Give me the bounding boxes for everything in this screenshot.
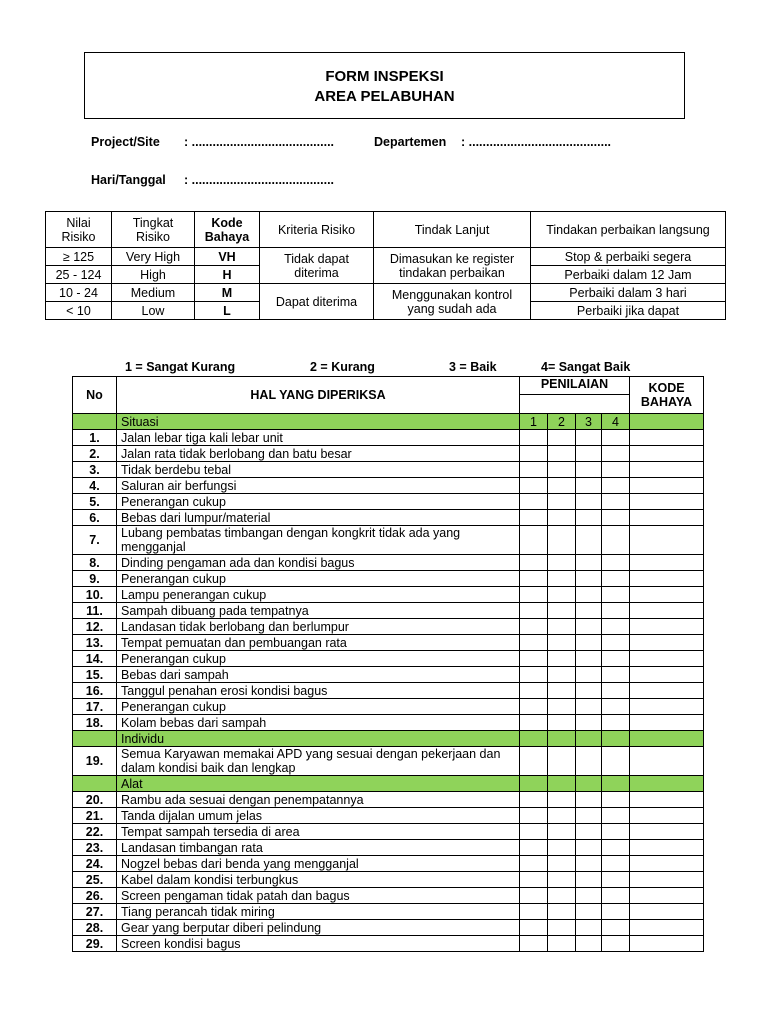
item-number: 6. (73, 510, 117, 526)
checklist-row (73, 510, 704, 526)
score-cell-3[interactable] (576, 635, 602, 651)
score-cell-4[interactable] (602, 555, 630, 571)
checklist-row (73, 667, 704, 683)
risk-header-kriteria: Kriteria Risiko (260, 212, 374, 248)
score-cell-1[interactable] (520, 747, 548, 776)
score-cell-4[interactable] (602, 904, 630, 920)
score-cell-4[interactable] (602, 462, 630, 478)
legend-score-4: 4= Sangat Baik (541, 360, 631, 374)
score-cell-2[interactable] (548, 888, 576, 904)
score-cell-2[interactable] (548, 571, 576, 587)
item-number: 20. (73, 792, 117, 808)
score-cell-4[interactable] (602, 494, 630, 510)
score-cell-2[interactable] (548, 824, 576, 840)
score-cell-1[interactable] (520, 856, 548, 872)
score-cell-2[interactable] (548, 635, 576, 651)
checklist-row (73, 792, 704, 808)
item-text: Jalan rata tidak berlobang dan batu besar (117, 446, 520, 462)
item-number: 29. (73, 936, 117, 952)
score-cell-1[interactable] (520, 808, 548, 824)
score-cell-1[interactable] (520, 840, 548, 856)
item-number: 7. (73, 526, 117, 555)
score-cell-1[interactable] (520, 936, 548, 952)
kode-bahaya-cell[interactable] (630, 747, 704, 776)
score-cell-2[interactable] (548, 683, 576, 699)
score-cell-1[interactable] (520, 478, 548, 494)
checklist-row (73, 462, 704, 478)
score-cell-4[interactable] (602, 856, 630, 872)
score-cell-1[interactable] (520, 920, 548, 936)
risk-header-nilai: Nilai Risiko (46, 212, 112, 248)
checklist-row (73, 888, 704, 904)
col-header-no: No (73, 377, 117, 414)
kode-bahaya-cell[interactable] (630, 792, 704, 808)
legend-score-3: 3 = Baik (449, 360, 497, 374)
score-cell-2[interactable] (548, 510, 576, 526)
score-cell-3[interactable] (576, 667, 602, 683)
item-text: Nogzel bebas dari benda yang mengganjal (117, 856, 520, 872)
score-cell-1[interactable] (520, 587, 548, 603)
score-cell-4[interactable] (602, 715, 630, 731)
item-text: Penerangan cukup (117, 699, 520, 715)
checklist-row (73, 555, 704, 571)
checklist-row (73, 494, 704, 510)
score-cell-3[interactable] (576, 571, 602, 587)
kode-bahaya-cell[interactable] (630, 824, 704, 840)
kode-bahaya-cell[interactable] (630, 635, 704, 651)
risk-nilai: < 10 (46, 302, 112, 320)
score-cell-4[interactable] (602, 619, 630, 635)
item-text: Rambu ada sesuai dengan penempatannya (117, 792, 520, 808)
item-number: 24. (73, 856, 117, 872)
score-cell-4[interactable] (602, 667, 630, 683)
score-cell-1[interactable] (520, 888, 548, 904)
item-text: Kolam bebas dari sampah (117, 715, 520, 731)
risk-nilai: ≥ 125 (46, 248, 112, 266)
risk-tindak-lanjut: Menggunakan kontrol yang sudah ada (374, 284, 531, 320)
score-cell-4[interactable] (602, 635, 630, 651)
score-cell-2[interactable] (548, 792, 576, 808)
risk-tingkat: Low (112, 302, 195, 320)
score-cell-4[interactable] (602, 430, 630, 446)
risk-header-kode: Kode Bahaya (195, 212, 260, 248)
score-cell-3[interactable] (576, 446, 602, 462)
item-number: 28. (73, 920, 117, 936)
section-name: Individu (117, 731, 520, 747)
risk-kriteria: Dapat diterima (260, 284, 374, 320)
score-cell-2[interactable] (548, 920, 576, 936)
checklist-row (73, 920, 704, 936)
checklist-row (73, 651, 704, 667)
kode-bahaya-cell[interactable] (630, 478, 704, 494)
score-cell-1[interactable] (520, 824, 548, 840)
score-cell-1[interactable] (520, 571, 548, 587)
risk-perbaikan: Perbaiki dalam 12 Jam (531, 266, 726, 284)
item-number: 21. (73, 808, 117, 824)
score-cell-2[interactable] (548, 555, 576, 571)
risk-header-tindak-lanjut: Tindak Lanjut (374, 212, 531, 248)
kode-bahaya-cell[interactable] (630, 603, 704, 619)
risk-kriteria: Tidak dapat diterima (260, 248, 374, 284)
kode-bahaya-cell[interactable] (630, 430, 704, 446)
score-cell-3[interactable] (576, 555, 602, 571)
score-cell-1[interactable] (520, 872, 548, 888)
kode-bahaya-cell[interactable] (630, 667, 704, 683)
score-cell-4[interactable] (602, 920, 630, 936)
score-header-3: 3 (576, 414, 602, 430)
score-cell-3[interactable] (576, 747, 602, 776)
score-cell-4[interactable] (602, 651, 630, 667)
checklist-row (73, 715, 704, 731)
item-number: 13. (73, 635, 117, 651)
item-number: 17. (73, 699, 117, 715)
risk-tindak-lanjut: Dimasukan ke register tindakan perbaikan (374, 248, 531, 284)
kode-bahaya-cell[interactable] (630, 904, 704, 920)
score-cell-3[interactable] (576, 872, 602, 888)
risk-nilai: 10 - 24 (46, 284, 112, 302)
item-text: Tiang perancah tidak miring (117, 904, 520, 920)
inspection-checklist-table (72, 376, 704, 952)
item-text: Tidak berdebu tebal (117, 462, 520, 478)
score-cell-1[interactable] (520, 667, 548, 683)
checklist-row (73, 478, 704, 494)
checklist-row (73, 571, 704, 587)
score-cell-2[interactable] (548, 856, 576, 872)
item-number: 27. (73, 904, 117, 920)
score-cell-3[interactable] (576, 936, 602, 952)
score-cell-1[interactable] (520, 510, 548, 526)
item-text: Bebas dari sampah (117, 667, 520, 683)
score-cell-3[interactable] (576, 683, 602, 699)
score-cell-4[interactable] (602, 526, 630, 555)
item-number: 26. (73, 888, 117, 904)
item-number: 2. (73, 446, 117, 462)
risk-header-perbaikan: Tindakan perbaikan langsung (531, 212, 726, 248)
score-cell-4[interactable] (602, 603, 630, 619)
risk-perbaikan: Perbaiki jika dapat (531, 302, 726, 320)
item-text: Screen pengaman tidak patah dan bagus (117, 888, 520, 904)
score-cell-1[interactable] (520, 446, 548, 462)
score-cell-2[interactable] (548, 715, 576, 731)
score-cell-3[interactable] (576, 888, 602, 904)
checklist-row (73, 936, 704, 952)
score-cell-2[interactable] (548, 619, 576, 635)
checklist-row (73, 446, 704, 462)
score-cell-1[interactable] (520, 715, 548, 731)
kode-bahaya-cell[interactable] (630, 699, 704, 715)
checklist-row (73, 603, 704, 619)
item-number: 12. (73, 619, 117, 635)
score-cell-1[interactable] (520, 635, 548, 651)
risk-tingkat: Medium (112, 284, 195, 302)
legend-score-1: 1 = Sangat Kurang (125, 360, 236, 374)
score-header-2: 2 (548, 414, 576, 430)
kode-bahaya-cell[interactable] (630, 462, 704, 478)
checklist-row (73, 587, 704, 603)
score-cell-2[interactable] (548, 494, 576, 510)
item-number: 4. (73, 478, 117, 494)
item-number: 19. (73, 747, 117, 776)
risk-kode: H (195, 266, 260, 284)
section-name: Alat (117, 776, 520, 792)
score-cell-4[interactable] (602, 478, 630, 494)
score-cell-2[interactable] (548, 651, 576, 667)
score-cell-2[interactable] (548, 936, 576, 952)
score-cell-1[interactable] (520, 904, 548, 920)
kode-bahaya-cell[interactable] (630, 651, 704, 667)
kode-bahaya-cell[interactable] (630, 888, 704, 904)
kode-bahaya-cell[interactable] (630, 715, 704, 731)
score-cell-2[interactable] (548, 699, 576, 715)
score-cell-2[interactable] (548, 462, 576, 478)
item-text: Penerangan cukup (117, 571, 520, 587)
checklist-row (73, 824, 704, 840)
hari-tanggal-label: Hari/Tanggal (91, 173, 166, 187)
item-text: Lampu penerangan cukup (117, 587, 520, 603)
checklist-row (73, 430, 704, 446)
kode-bahaya-cell[interactable] (630, 840, 704, 856)
score-cell-1[interactable] (520, 526, 548, 555)
score-cell-3[interactable] (576, 510, 602, 526)
score-cell-4[interactable] (602, 824, 630, 840)
item-text: Kabel dalam kondisi terbungkus (117, 872, 520, 888)
score-header-1: 1 (520, 414, 548, 430)
score-cell-1[interactable] (520, 651, 548, 667)
legend-score-2: 2 = Kurang (310, 360, 375, 374)
score-cell-4[interactable] (602, 872, 630, 888)
item-number: 11. (73, 603, 117, 619)
checklist-row (73, 635, 704, 651)
score-cell-3[interactable] (576, 904, 602, 920)
score-cell-1[interactable] (520, 555, 548, 571)
score-cell-4[interactable] (602, 571, 630, 587)
checklist-row (73, 699, 704, 715)
checklist-row (73, 683, 704, 699)
checklist-row (73, 872, 704, 888)
kode-bahaya-cell[interactable] (630, 526, 704, 555)
checklist-row (73, 856, 704, 872)
item-text: Landasan timbangan rata (117, 840, 520, 856)
score-cell-1[interactable] (520, 603, 548, 619)
score-cell-3[interactable] (576, 526, 602, 555)
kode-bahaya-cell[interactable] (630, 494, 704, 510)
project-site-field[interactable]: : ......................................... (184, 135, 335, 149)
score-cell-3[interactable] (576, 619, 602, 635)
score-cell-4[interactable] (602, 683, 630, 699)
item-text: Sampah dibuang pada tempatnya (117, 603, 520, 619)
item-text: Landasan tidak berlobang dan berlumpur (117, 619, 520, 635)
score-cell-2[interactable] (548, 747, 576, 776)
checklist-row (73, 747, 704, 776)
score-cell-2[interactable] (548, 808, 576, 824)
score-cell-3[interactable] (576, 494, 602, 510)
score-cell-1[interactable] (520, 792, 548, 808)
kode-bahaya-cell[interactable] (630, 571, 704, 587)
score-cell-2[interactable] (548, 904, 576, 920)
kode-bahaya-cell[interactable] (630, 446, 704, 462)
score-cell-4[interactable] (602, 792, 630, 808)
score-cell-2[interactable] (548, 840, 576, 856)
item-number: 22. (73, 824, 117, 840)
score-cell-2[interactable] (548, 667, 576, 683)
form-title: FORM INSPEKSI (325, 68, 444, 85)
item-text: Lubang pembatas timbangan dengan kongkrit tidak ada yang mengganjal (117, 526, 520, 555)
item-text: Screen kondisi bagus (117, 936, 520, 952)
score-cell-3[interactable] (576, 715, 602, 731)
item-number: 5. (73, 494, 117, 510)
score-cell-2[interactable] (548, 587, 576, 603)
col-header-kode-bahaya: KODE BAHAYA (630, 377, 704, 414)
score-cell-3[interactable] (576, 462, 602, 478)
score-cell-3[interactable] (576, 856, 602, 872)
section-name: Situasi (117, 414, 520, 430)
kode-bahaya-cell[interactable] (630, 619, 704, 635)
col-header-item: HAL YANG DIPERIKSA (117, 377, 520, 414)
score-cell-4[interactable] (602, 747, 630, 776)
score-cell-3[interactable] (576, 699, 602, 715)
score-cell-1[interactable] (520, 494, 548, 510)
score-cell-4[interactable] (602, 936, 630, 952)
item-text: Jalan lebar tiga kali lebar unit (117, 430, 520, 446)
risk-tingkat: Very High (112, 248, 195, 266)
score-cell-3[interactable] (576, 824, 602, 840)
section-row (73, 776, 704, 792)
risk-perbaikan: Perbaiki dalam 3 hari (531, 284, 726, 302)
kode-bahaya-cell[interactable] (630, 510, 704, 526)
score-cell-1[interactable] (520, 683, 548, 699)
score-cell-3[interactable] (576, 430, 602, 446)
risk-kode: L (195, 302, 260, 320)
checklist-row (73, 526, 704, 555)
kode-bahaya-cell[interactable] (630, 808, 704, 824)
item-number: 3. (73, 462, 117, 478)
score-cell-2[interactable] (548, 603, 576, 619)
kode-bahaya-cell[interactable] (630, 920, 704, 936)
item-text: Penerangan cukup (117, 651, 520, 667)
score-cell-1[interactable] (520, 462, 548, 478)
departemen-field[interactable]: : ......................................... (461, 135, 612, 149)
checklist-row (73, 619, 704, 635)
form-subtitle: AREA PELABUHAN (314, 88, 455, 105)
score-cell-2[interactable] (548, 446, 576, 462)
score-cell-1[interactable] (520, 699, 548, 715)
item-number: 10. (73, 587, 117, 603)
col-header-penilaian: PENILAIAN (520, 377, 630, 395)
score-cell-3[interactable] (576, 651, 602, 667)
risk-kode: VH (195, 248, 260, 266)
hari-tanggal-field[interactable]: : ......................................... (184, 173, 335, 187)
item-number: 23. (73, 840, 117, 856)
score-cell-3[interactable] (576, 920, 602, 936)
score-cell-4[interactable] (602, 888, 630, 904)
kode-bahaya-cell[interactable] (630, 872, 704, 888)
score-cell-3[interactable] (576, 808, 602, 824)
score-cell-2[interactable] (548, 430, 576, 446)
checklist-row (73, 808, 704, 824)
item-text: Semua Karyawan memakai APD yang sesuai dengan pekerjaan dan dalam kondisi baik dan lengkap (117, 747, 520, 776)
score-cell-2[interactable] (548, 526, 576, 555)
kode-bahaya-cell[interactable] (630, 587, 704, 603)
checklist-row (73, 840, 704, 856)
score-cell-3[interactable] (576, 603, 602, 619)
item-number: 14. (73, 651, 117, 667)
item-text: Gear yang berputar diberi pelindung (117, 920, 520, 936)
item-number: 1. (73, 430, 117, 446)
score-cell-1[interactable] (520, 430, 548, 446)
risk-perbaikan: Stop & perbaiki segera (531, 248, 726, 266)
item-text: Penerangan cukup (117, 494, 520, 510)
item-number: 9. (73, 571, 117, 587)
risk-kode: M (195, 284, 260, 302)
item-text: Tempat sampah tersedia di area (117, 824, 520, 840)
risk-header-tingkat: Tingkat Risiko (112, 212, 195, 248)
item-text: Dinding pengaman ada dan kondisi bagus (117, 555, 520, 571)
kode-bahaya-cell[interactable] (630, 683, 704, 699)
project-site-label: Project/Site (91, 135, 160, 149)
section-row (73, 414, 704, 430)
score-cell-3[interactable] (576, 792, 602, 808)
checklist-row (73, 904, 704, 920)
score-cell-4[interactable] (602, 587, 630, 603)
score-cell-1[interactable] (520, 619, 548, 635)
item-text: Tempat pemuatan dan pembuangan rata (117, 635, 520, 651)
risk-tingkat: High (112, 266, 195, 284)
score-cell-4[interactable] (602, 840, 630, 856)
item-number: 15. (73, 667, 117, 683)
item-text: Tanggul penahan erosi kondisi bagus (117, 683, 520, 699)
score-cell-4[interactable] (602, 510, 630, 526)
item-number: 18. (73, 715, 117, 731)
kode-bahaya-cell[interactable] (630, 555, 704, 571)
score-header-4: 4 (602, 414, 630, 430)
score-cell-3[interactable] (576, 587, 602, 603)
score-cell-4[interactable] (602, 808, 630, 824)
item-number: 25. (73, 872, 117, 888)
score-cell-4[interactable] (602, 446, 630, 462)
score-cell-2[interactable] (548, 872, 576, 888)
score-cell-4[interactable] (602, 699, 630, 715)
departemen-label: Departemen (374, 135, 447, 149)
form-title-box (84, 52, 685, 119)
score-cell-3[interactable] (576, 840, 602, 856)
section-row (73, 731, 704, 747)
item-text: Tanda dijalan umum jelas (117, 808, 520, 824)
risk-nilai: 25 - 124 (46, 266, 112, 284)
risk-matrix-table (45, 211, 726, 320)
item-number: 8. (73, 555, 117, 571)
score-cell-3[interactable] (576, 478, 602, 494)
kode-bahaya-cell[interactable] (630, 856, 704, 872)
item-text: Saluran air berfungsi (117, 478, 520, 494)
item-number: 16. (73, 683, 117, 699)
kode-bahaya-cell[interactable] (630, 936, 704, 952)
item-text: Bebas dari lumpur/material (117, 510, 520, 526)
score-cell-2[interactable] (548, 478, 576, 494)
